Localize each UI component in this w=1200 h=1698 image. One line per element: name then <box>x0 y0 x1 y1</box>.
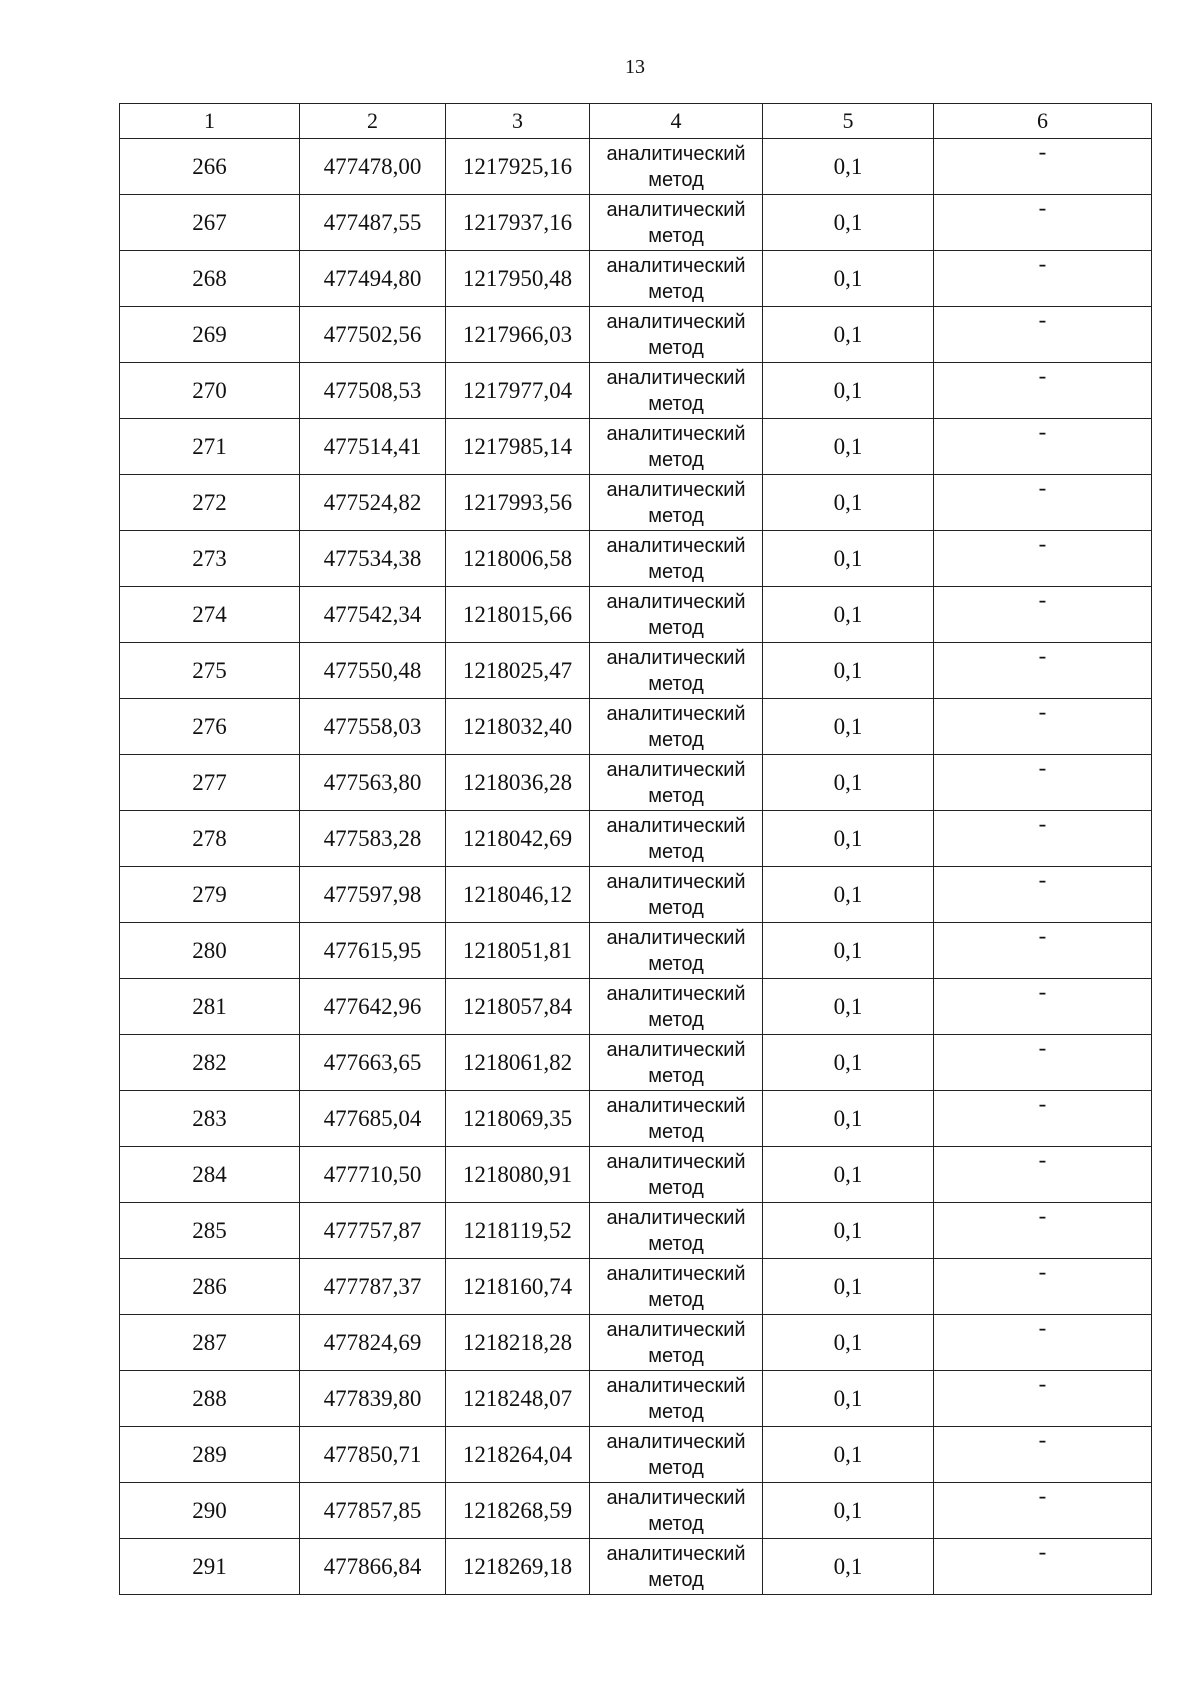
accuracy-cell: 0,1 <box>763 251 934 307</box>
accuracy-cell: 0,1 <box>763 1371 934 1427</box>
method-line-2: метод <box>648 616 704 639</box>
method-line-2: метод <box>648 1400 704 1423</box>
method-line-1: аналитический <box>606 1094 746 1117</box>
method-line-1: аналитический <box>606 534 746 557</box>
y-coordinate-cell: 1218269,18 <box>446 1539 590 1595</box>
accuracy-cell: 0,1 <box>763 1315 934 1371</box>
accuracy-cell: 0,1 <box>763 363 934 419</box>
method-line-2: метод <box>648 1120 704 1143</box>
accuracy-cell: 0,1 <box>763 1035 934 1091</box>
method-line-1: аналитический <box>606 1430 746 1453</box>
table-row <box>120 475 1152 531</box>
table-row <box>120 307 1152 363</box>
accuracy-cell: 0,1 <box>763 587 934 643</box>
method-line-2: метод <box>648 952 704 975</box>
method-line-1: аналитический <box>606 982 746 1005</box>
y-coordinate-cell: 1218248,07 <box>446 1371 590 1427</box>
y-coordinate-cell: 1217977,04 <box>446 363 590 419</box>
accuracy-cell: 0,1 <box>763 475 934 531</box>
header-col-6: 6 <box>934 104 1152 139</box>
y-coordinate-cell: 1218006,58 <box>446 531 590 587</box>
table-header <box>120 104 1152 139</box>
x-coordinate-cell: 477757,87 <box>300 1203 446 1259</box>
method-cell <box>590 475 763 531</box>
note-cell: - <box>934 811 1152 867</box>
method-line-1: аналитический <box>606 814 746 837</box>
method-line-1: аналитический <box>606 198 746 221</box>
x-coordinate-cell: 477583,28 <box>300 811 446 867</box>
x-coordinate-cell: 477685,04 <box>300 1091 446 1147</box>
method-line-2: метод <box>648 728 704 751</box>
table-row <box>120 195 1152 251</box>
accuracy-cell: 0,1 <box>763 1483 934 1539</box>
point-number-cell: 288 <box>120 1371 300 1427</box>
table-row <box>120 139 1152 195</box>
method-cell <box>590 1315 763 1371</box>
accuracy-cell: 0,1 <box>763 643 934 699</box>
method-cell <box>590 307 763 363</box>
point-number-cell: 284 <box>120 1147 300 1203</box>
method-line-1: аналитический <box>606 870 746 893</box>
note-cell: - <box>934 139 1152 195</box>
method-line-2: метод <box>648 840 704 863</box>
note-cell: - <box>934 1483 1152 1539</box>
method-cell <box>590 1203 763 1259</box>
method-line-1: аналитический <box>606 1262 746 1285</box>
accuracy-cell: 0,1 <box>763 1147 934 1203</box>
method-line-2: метод <box>648 896 704 919</box>
method-line-1: аналитический <box>606 422 746 445</box>
method-cell <box>590 1539 763 1595</box>
note-cell: - <box>934 363 1152 419</box>
method-line-1: аналитический <box>606 478 746 501</box>
accuracy-cell: 0,1 <box>763 1203 934 1259</box>
y-coordinate-cell: 1218051,81 <box>446 923 590 979</box>
table-row <box>120 867 1152 923</box>
note-cell: - <box>934 1371 1152 1427</box>
point-number-cell: 273 <box>120 531 300 587</box>
table-row <box>120 643 1152 699</box>
accuracy-cell: 0,1 <box>763 1259 934 1315</box>
point-number-cell: 270 <box>120 363 300 419</box>
note-cell: - <box>934 1259 1152 1315</box>
note-cell: - <box>934 587 1152 643</box>
x-coordinate-cell: 477494,80 <box>300 251 446 307</box>
method-line-1: аналитический <box>606 1374 746 1397</box>
x-coordinate-cell: 477663,65 <box>300 1035 446 1091</box>
method-line-1: аналитический <box>606 1486 746 1509</box>
point-number-cell: 276 <box>120 699 300 755</box>
method-line-2: метод <box>648 1064 704 1087</box>
accuracy-cell: 0,1 <box>763 923 934 979</box>
y-coordinate-cell: 1217950,48 <box>446 251 590 307</box>
y-coordinate-cell: 1218032,40 <box>446 699 590 755</box>
method-cell <box>590 643 763 699</box>
table-row <box>120 811 1152 867</box>
table-row <box>120 363 1152 419</box>
x-coordinate-cell: 477642,96 <box>300 979 446 1035</box>
x-coordinate-cell: 477524,82 <box>300 475 446 531</box>
header-col-1: 1 <box>120 104 300 139</box>
table-row <box>120 699 1152 755</box>
point-number-cell: 269 <box>120 307 300 363</box>
x-coordinate-cell: 477487,55 <box>300 195 446 251</box>
point-number-cell: 277 <box>120 755 300 811</box>
header-row <box>120 104 1152 139</box>
method-cell <box>590 251 763 307</box>
table-row <box>120 979 1152 1035</box>
method-line-1: аналитический <box>606 366 746 389</box>
table-row <box>120 1035 1152 1091</box>
accuracy-cell: 0,1 <box>763 419 934 475</box>
x-coordinate-cell: 477508,53 <box>300 363 446 419</box>
note-cell: - <box>934 1427 1152 1483</box>
y-coordinate-cell: 1218160,74 <box>446 1259 590 1315</box>
x-coordinate-cell: 477542,34 <box>300 587 446 643</box>
note-cell: - <box>934 867 1152 923</box>
method-cell <box>590 1091 763 1147</box>
method-cell <box>590 923 763 979</box>
point-number-cell: 285 <box>120 1203 300 1259</box>
table-row <box>120 1315 1152 1371</box>
y-coordinate-cell: 1218268,59 <box>446 1483 590 1539</box>
y-coordinate-cell: 1218015,66 <box>446 587 590 643</box>
method-line-1: аналитический <box>606 1038 746 1061</box>
note-cell: - <box>934 1203 1152 1259</box>
table-row <box>120 587 1152 643</box>
method-line-1: аналитический <box>606 254 746 277</box>
method-cell <box>590 1483 763 1539</box>
x-coordinate-cell: 477534,38 <box>300 531 446 587</box>
method-cell <box>590 1035 763 1091</box>
accuracy-cell: 0,1 <box>763 1091 934 1147</box>
y-coordinate-cell: 1218069,35 <box>446 1091 590 1147</box>
note-cell: - <box>934 1091 1152 1147</box>
method-line-1: аналитический <box>606 1206 746 1229</box>
point-number-cell: 287 <box>120 1315 300 1371</box>
accuracy-cell: 0,1 <box>763 979 934 1035</box>
y-coordinate-cell: 1218264,04 <box>446 1427 590 1483</box>
y-coordinate-cell: 1218046,12 <box>446 867 590 923</box>
point-number-cell: 283 <box>120 1091 300 1147</box>
method-line-1: аналитический <box>606 1542 746 1565</box>
method-line-1: аналитический <box>606 1318 746 1341</box>
method-line-1: аналитический <box>606 310 746 333</box>
y-coordinate-cell: 1218218,28 <box>446 1315 590 1371</box>
method-cell <box>590 139 763 195</box>
point-number-cell: 271 <box>120 419 300 475</box>
y-coordinate-cell: 1218080,91 <box>446 1147 590 1203</box>
method-line-2: метод <box>648 1568 704 1591</box>
point-number-cell: 279 <box>120 867 300 923</box>
method-cell <box>590 811 763 867</box>
point-number-cell: 268 <box>120 251 300 307</box>
accuracy-cell: 0,1 <box>763 1539 934 1595</box>
point-number-cell: 289 <box>120 1427 300 1483</box>
point-number-cell: 282 <box>120 1035 300 1091</box>
note-cell: - <box>934 1315 1152 1371</box>
y-coordinate-cell: 1218057,84 <box>446 979 590 1035</box>
method-line-1: аналитический <box>606 590 746 613</box>
note-cell: - <box>934 307 1152 363</box>
method-cell <box>590 1259 763 1315</box>
page-number: 13 <box>625 56 645 78</box>
method-line-1: аналитический <box>606 702 746 725</box>
table-body <box>120 139 1152 1595</box>
method-line-2: метод <box>648 672 704 695</box>
table-row <box>120 531 1152 587</box>
note-cell: - <box>934 1147 1152 1203</box>
accuracy-cell: 0,1 <box>763 699 934 755</box>
method-line-1: аналитический <box>606 758 746 781</box>
table-row <box>120 251 1152 307</box>
y-coordinate-cell: 1218061,82 <box>446 1035 590 1091</box>
point-number-cell: 274 <box>120 587 300 643</box>
method-line-2: метод <box>648 1512 704 1535</box>
x-coordinate-cell: 477514,41 <box>300 419 446 475</box>
method-line-2: метод <box>648 504 704 527</box>
accuracy-cell: 0,1 <box>763 139 934 195</box>
method-line-2: метод <box>648 392 704 415</box>
method-line-2: метод <box>648 224 704 247</box>
method-line-2: метод <box>648 1176 704 1199</box>
table-row <box>120 1539 1152 1595</box>
accuracy-cell: 0,1 <box>763 531 934 587</box>
x-coordinate-cell: 477839,80 <box>300 1371 446 1427</box>
x-coordinate-cell: 477850,71 <box>300 1427 446 1483</box>
method-cell <box>590 755 763 811</box>
point-number-cell: 291 <box>120 1539 300 1595</box>
accuracy-cell: 0,1 <box>763 1427 934 1483</box>
table-row <box>120 1371 1152 1427</box>
y-coordinate-cell: 1218025,47 <box>446 643 590 699</box>
method-cell <box>590 587 763 643</box>
method-line-2: метод <box>648 448 704 471</box>
x-coordinate-cell: 477615,95 <box>300 923 446 979</box>
note-cell: - <box>934 699 1152 755</box>
header-col-3: 3 <box>446 104 590 139</box>
x-coordinate-cell: 477866,84 <box>300 1539 446 1595</box>
point-number-cell: 275 <box>120 643 300 699</box>
point-number-cell: 280 <box>120 923 300 979</box>
table-row <box>120 755 1152 811</box>
header-col-2: 2 <box>300 104 446 139</box>
method-cell <box>590 1427 763 1483</box>
table-row <box>120 1483 1152 1539</box>
table-row <box>120 1203 1152 1259</box>
method-line-2: метод <box>648 1288 704 1311</box>
y-coordinate-cell: 1217985,14 <box>446 419 590 475</box>
accuracy-cell: 0,1 <box>763 811 934 867</box>
x-coordinate-cell: 477478,00 <box>300 139 446 195</box>
note-cell: - <box>934 251 1152 307</box>
y-coordinate-cell: 1218036,28 <box>446 755 590 811</box>
accuracy-cell: 0,1 <box>763 195 934 251</box>
table-row <box>120 1091 1152 1147</box>
y-coordinate-cell: 1217966,03 <box>446 307 590 363</box>
table-row <box>120 923 1152 979</box>
method-line-2: метод <box>648 1344 704 1367</box>
method-line-2: метод <box>648 336 704 359</box>
point-number-cell: 281 <box>120 979 300 1035</box>
method-line-2: метод <box>648 1232 704 1255</box>
table-row <box>120 1147 1152 1203</box>
accuracy-cell: 0,1 <box>763 867 934 923</box>
header-col-4: 4 <box>590 104 763 139</box>
header-col-5: 5 <box>763 104 934 139</box>
note-cell: - <box>934 1035 1152 1091</box>
method-cell <box>590 699 763 755</box>
accuracy-cell: 0,1 <box>763 755 934 811</box>
x-coordinate-cell: 477710,50 <box>300 1147 446 1203</box>
x-coordinate-cell: 477787,37 <box>300 1259 446 1315</box>
x-coordinate-cell: 477824,69 <box>300 1315 446 1371</box>
table-row <box>120 1427 1152 1483</box>
note-cell: - <box>934 195 1152 251</box>
note-cell: - <box>934 755 1152 811</box>
method-line-2: метод <box>648 280 704 303</box>
method-cell <box>590 1147 763 1203</box>
x-coordinate-cell: 477857,85 <box>300 1483 446 1539</box>
y-coordinate-cell: 1218119,52 <box>446 1203 590 1259</box>
method-cell <box>590 979 763 1035</box>
method-line-2: метод <box>648 1456 704 1479</box>
method-line-2: метод <box>648 560 704 583</box>
y-coordinate-cell: 1217937,16 <box>446 195 590 251</box>
note-cell: - <box>934 1539 1152 1595</box>
method-line-2: метод <box>648 168 704 191</box>
x-coordinate-cell: 477563,80 <box>300 755 446 811</box>
point-number-cell: 266 <box>120 139 300 195</box>
method-cell <box>590 195 763 251</box>
point-number-cell: 272 <box>120 475 300 531</box>
note-cell: - <box>934 643 1152 699</box>
x-coordinate-cell: 477558,03 <box>300 699 446 755</box>
y-coordinate-cell: 1217993,56 <box>446 475 590 531</box>
note-cell: - <box>934 923 1152 979</box>
point-number-cell: 278 <box>120 811 300 867</box>
method-cell <box>590 1371 763 1427</box>
method-line-2: метод <box>648 1008 704 1031</box>
method-cell <box>590 419 763 475</box>
method-line-1: аналитический <box>606 926 746 949</box>
x-coordinate-cell: 477502,56 <box>300 307 446 363</box>
note-cell: - <box>934 475 1152 531</box>
method-line-2: метод <box>648 784 704 807</box>
x-coordinate-cell: 477597,98 <box>300 867 446 923</box>
accuracy-cell: 0,1 <box>763 307 934 363</box>
y-coordinate-cell: 1217925,16 <box>446 139 590 195</box>
method-cell <box>590 531 763 587</box>
method-line-1: аналитический <box>606 142 746 165</box>
method-line-1: аналитический <box>606 646 746 669</box>
table-row <box>120 419 1152 475</box>
method-line-1: аналитический <box>606 1150 746 1173</box>
point-number-cell: 290 <box>120 1483 300 1539</box>
table-row <box>120 1259 1152 1315</box>
point-number-cell: 267 <box>120 195 300 251</box>
note-cell: - <box>934 979 1152 1035</box>
method-cell <box>590 867 763 923</box>
x-coordinate-cell: 477550,48 <box>300 643 446 699</box>
method-cell <box>590 363 763 419</box>
note-cell: - <box>934 531 1152 587</box>
point-number-cell: 286 <box>120 1259 300 1315</box>
coordinates-table <box>119 103 1152 1595</box>
note-cell: - <box>934 419 1152 475</box>
y-coordinate-cell: 1218042,69 <box>446 811 590 867</box>
